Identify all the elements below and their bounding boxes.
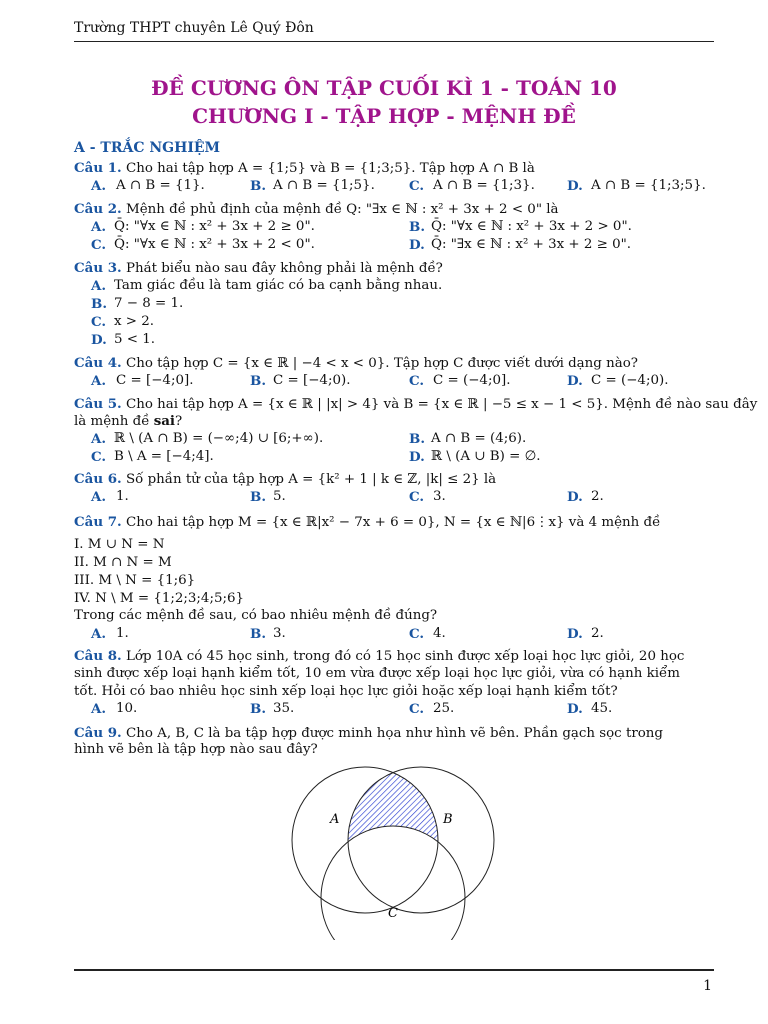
- option-letter-b: B.: [91, 296, 107, 312]
- q5-option-b: A ∩ B = (4;6).: [431, 431, 527, 446]
- option-letter-a: A.: [91, 178, 107, 194]
- question-number: Câu 1.: [74, 160, 122, 176]
- chapter-title: CHƯƠNG I - TẬP HỢP - MỆNH ĐỀ: [192, 104, 576, 128]
- statement-3: III. M \ N = {1;6}: [74, 573, 196, 588]
- question-number: Câu 6.: [74, 471, 122, 487]
- question-8-line3: tốt. Hỏi có bao nhiêu học sinh xếp loại học lực giỏi hoặc xếp loại hạnh kiểm tốt?: [74, 684, 618, 699]
- q1-option-c: A ∩ B = {1;3}.: [433, 178, 535, 193]
- q2-option-d: Q̄: "∃x ∈ ℕ : x² + 3x + 2 ≥ 0".: [431, 237, 632, 252]
- option-letter-b: B.: [409, 431, 425, 447]
- question-9-line2: hình vẽ bên là tập hợp nào sau đây?: [74, 742, 318, 757]
- option-letter-a: A.: [91, 489, 107, 505]
- question-number: Câu 5.: [74, 396, 122, 412]
- q2-option-c: Q̄: "∀x ∈ ℕ : x² + 3x + 2 < 0".: [114, 237, 315, 252]
- q1-option-b: A ∩ B = {1;5}.: [273, 178, 375, 193]
- question-text: Phát biểu nào sau đây không phải là mệnh đề?: [125, 261, 443, 276]
- question-text: là mệnh đề: [74, 414, 154, 429]
- page-number: 1: [703, 978, 712, 994]
- option-letter-d: D.: [567, 178, 583, 194]
- q2-option-b: Q̄: "∀x ∈ ℕ : x² + 3x + 2 > 0".: [431, 219, 632, 234]
- q7-option-a: 1.: [116, 626, 129, 641]
- q5-option-d: ℝ \ (A ∪ B) = ∅.: [431, 449, 541, 464]
- q6-option-d: 2.: [591, 489, 604, 504]
- question-5-line2: [74, 413, 182, 429]
- question-2: [74, 201, 559, 217]
- option-letter-c: C.: [409, 626, 425, 642]
- question-text: Cho tập hợp C = {x ∈ ℝ | −4 < x < 0}. Tập hợp C được viết dưới dạng nào?: [125, 356, 638, 371]
- question-7-ask: Trong các mệnh đề sau, có bao nhiêu mệnh đề đúng?: [74, 608, 438, 623]
- question-number: Câu 4.: [74, 355, 122, 371]
- q7-option-d: 2.: [591, 626, 604, 641]
- option-letter-a: A.: [91, 431, 107, 447]
- question-number: Câu 2.: [74, 201, 122, 217]
- question-text: Số phần tử của tập hợp A = {k² + 1 | k ∈ ℤ, |k| ≤ 2} là: [125, 472, 497, 487]
- q7-option-c: 4.: [433, 626, 446, 641]
- option-letter-d: D.: [567, 489, 583, 505]
- option-letter-d: D.: [409, 237, 425, 253]
- question-9: [74, 725, 663, 741]
- label-a: A: [330, 812, 340, 827]
- q5-option-c: B \ A = [−4;4].: [114, 449, 214, 464]
- q6-option-a: 1.: [116, 489, 129, 504]
- question-text: Cho A, B, C là ba tập hợp được minh họa như hình vẽ bên. Phần gạch sọc trong: [125, 726, 663, 741]
- statement-4: IV. N \ M = {1;2;3;4;5;6}: [74, 591, 245, 606]
- q1-option-a: A ∩ B = {1}.: [116, 178, 205, 193]
- option-letter-a: A.: [91, 219, 107, 235]
- option-letter-d: D.: [567, 626, 583, 642]
- question-4: [74, 355, 638, 371]
- question-7: [74, 514, 660, 530]
- q8-option-a: 10.: [116, 701, 138, 716]
- option-letter-c: C.: [409, 178, 425, 194]
- q6-option-c: 3.: [433, 489, 446, 504]
- label-c: C: [388, 906, 398, 921]
- question-3: [74, 260, 443, 276]
- option-letter-a: A.: [91, 373, 107, 389]
- q3-option-a: Tam giác đều là tam giác có ba cạnh bằng nhau.: [114, 278, 443, 293]
- doc-title: ĐỀ CƯƠNG ÔN TẬP CUỐI KÌ 1 - TOÁN 10: [151, 76, 617, 100]
- option-letter-b: B.: [250, 178, 266, 194]
- option-letter-c: C.: [91, 237, 107, 253]
- question-text: ?: [175, 414, 183, 429]
- option-letter-c: C.: [91, 314, 107, 330]
- option-letter-b: B.: [250, 489, 266, 505]
- emphasis-sai: sai: [153, 413, 176, 429]
- q6-option-b: 5.: [273, 489, 286, 504]
- question-text: Mệnh đề phủ định của mệnh đề Q: "∃x ∈ ℕ : x² + 3x + 2 < 0" là: [125, 202, 559, 217]
- option-letter-d: D.: [567, 373, 583, 389]
- q3-option-c: x > 2.: [114, 314, 155, 329]
- question-number: Câu 7.: [74, 514, 122, 530]
- option-letter-c: C.: [409, 373, 425, 389]
- header-rule: [74, 41, 714, 42]
- option-letter-b: B.: [250, 701, 266, 717]
- hatched-region: [348, 767, 494, 913]
- q3-option-d: 5 < 1.: [114, 332, 156, 347]
- q3-option-b: 7 − 8 = 1.: [114, 296, 184, 311]
- school-header: Trường THPT chuyên Lê Quý Đôn: [74, 20, 314, 36]
- q1-option-d: A ∩ B = {1;3;5}.: [591, 178, 706, 193]
- question-1: [74, 160, 535, 176]
- question-text: Cho hai tập hợp A = {x ∈ ℝ | |x| > 4} và B = {x ∈ ℝ | −5 ≤ x − 1 < 5}. Mệnh đề nào sau đây: [125, 397, 758, 412]
- q8-option-c: 25.: [433, 701, 455, 716]
- q4-option-d: C = (−4;0).: [591, 373, 669, 388]
- section-heading: A - TRẮC NGHIỆM: [74, 140, 221, 156]
- question-number: Câu 8.: [74, 648, 122, 664]
- q4-option-c: C = (−4;0].: [433, 373, 511, 388]
- question-text: Cho hai tập hợp A = {1;5} và B = {1;3;5}. Tập hợp A ∩ B là: [125, 161, 535, 176]
- option-letter-a: A.: [91, 626, 107, 642]
- statement-2: II. M ∩ N = M: [74, 555, 172, 570]
- q8-option-b: 35.: [273, 701, 295, 716]
- option-letter-b: B.: [409, 219, 425, 235]
- q2-option-a: Q̄: "∀x ∈ ℕ : x² + 3x + 2 ≥ 0".: [114, 219, 315, 234]
- q4-option-a: C = [−4;0].: [116, 373, 194, 388]
- option-letter-a: A.: [91, 701, 107, 717]
- option-letter-b: B.: [250, 373, 266, 389]
- question-8: [74, 648, 684, 664]
- question-text: Lớp 10A có 45 học sinh, trong đó có 15 học sinh được xếp loại học lực giỏi, 20 học: [125, 649, 685, 664]
- footer-rule: [74, 969, 714, 971]
- q4-option-b: C = [−4;0).: [273, 373, 351, 388]
- question-number: Câu 9.: [74, 725, 122, 741]
- question-number: Câu 3.: [74, 260, 122, 276]
- q8-option-d: 45.: [591, 701, 613, 716]
- option-letter-d: D.: [567, 701, 583, 717]
- question-5: [74, 396, 757, 412]
- question-text: Cho hai tập hợp M = {x ∈ ℝ|x² − 7x + 6 = 0}, N = {x ∈ ℕ|6⋮x} và 4 mệnh đề: [125, 515, 661, 530]
- q7-option-b: 3.: [273, 626, 286, 641]
- option-letter-a: A.: [91, 278, 107, 294]
- option-letter-c: C.: [91, 449, 107, 465]
- question-6: [74, 471, 496, 487]
- option-letter-c: C.: [409, 489, 425, 505]
- q5-option-a: ℝ \ (A ∩ B) = (−∞;4) ∪ [6;+∞).: [114, 431, 324, 446]
- option-letter-b: B.: [250, 626, 266, 642]
- option-letter-d: D.: [91, 332, 107, 348]
- label-b: B: [443, 812, 453, 827]
- option-letter-c: C.: [409, 701, 425, 717]
- venn-diagram: [280, 760, 520, 940]
- option-letter-d: D.: [409, 449, 425, 465]
- statement-1: I. M ∪ N = N: [74, 537, 165, 552]
- question-8-line2: sinh được xếp loại hạnh kiểm tốt, 10 em vừa được xếp loại học lực giỏi, vừa có hạnh kiểm: [74, 666, 680, 681]
